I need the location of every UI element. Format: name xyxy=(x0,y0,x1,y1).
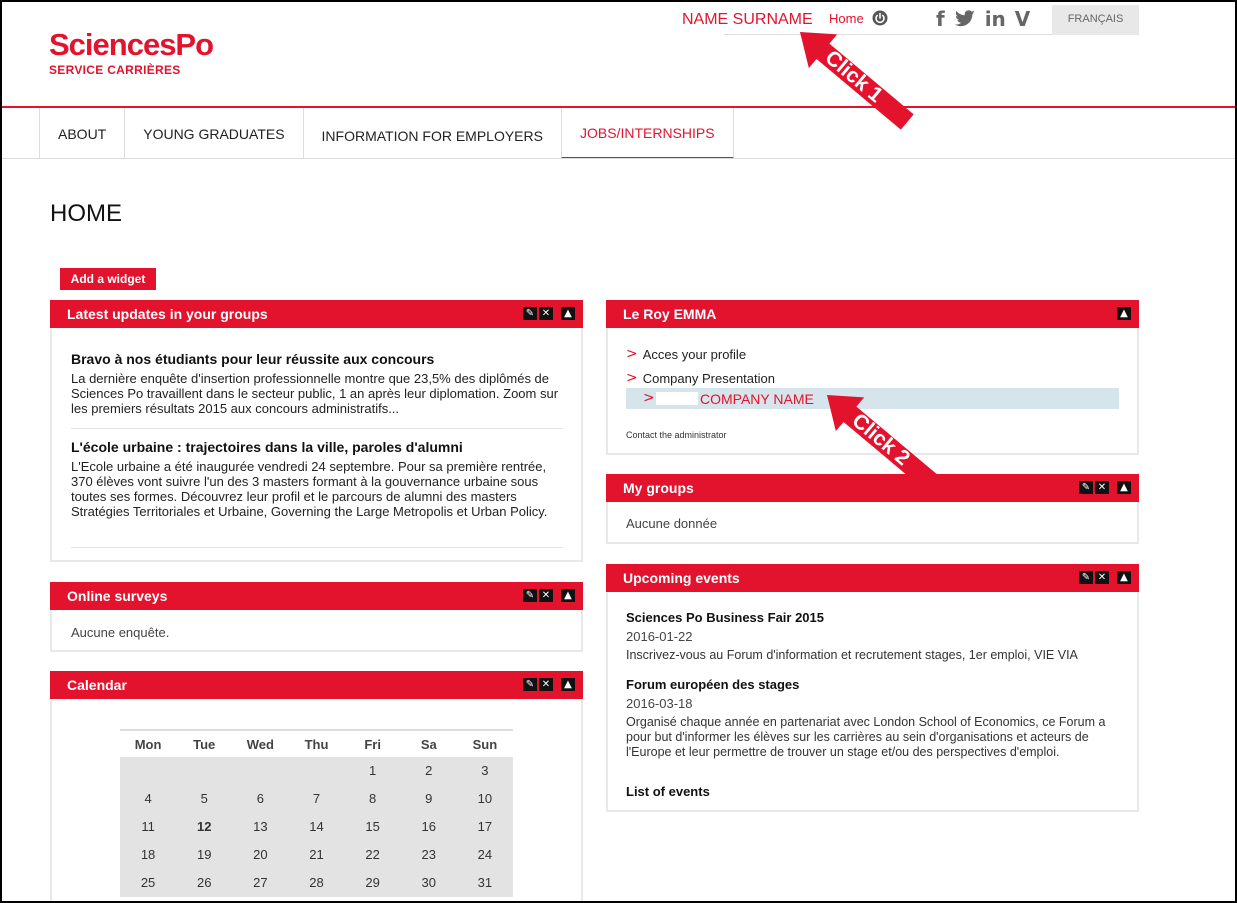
facebook-icon[interactable]: f xyxy=(936,7,945,31)
close-icon[interactable]: ✕ xyxy=(539,678,553,691)
user-name-link[interactable]: NAME SURNAME xyxy=(682,11,813,28)
weekday-label: Tue xyxy=(193,736,216,752)
calendar-day xyxy=(288,757,344,785)
calendar-day[interactable]: 18 xyxy=(140,847,156,862)
widget-header xyxy=(606,564,1139,592)
vimeo-icon[interactable]: V xyxy=(1014,7,1031,31)
collapse-icon[interactable]: ▲ xyxy=(561,678,575,691)
calendar-day[interactable]: 19 xyxy=(196,847,212,862)
widget-tools xyxy=(523,307,575,320)
weekday-label: Mon xyxy=(134,736,162,752)
event-date: 2016-01-22 xyxy=(626,629,693,644)
nav-divider xyxy=(2,158,1237,159)
add-widget-button[interactable]: Add a widget xyxy=(60,268,156,290)
widget-title: My groups xyxy=(623,480,694,496)
empty-message: Aucune enquête. xyxy=(71,625,170,640)
link-label: Acces your profile xyxy=(642,346,747,362)
calendar-day[interactable]: 26 xyxy=(196,875,212,890)
edit-icon[interactable]: ✎ xyxy=(1079,481,1093,494)
widget-header xyxy=(50,300,583,328)
widget-online-surveys xyxy=(50,582,583,652)
collapse-icon[interactable]: ▲ xyxy=(1117,307,1131,320)
calendar-day[interactable]: 5 xyxy=(200,791,208,806)
calendar-day[interactable]: 11 xyxy=(141,819,155,834)
edit-icon[interactable]: ✎ xyxy=(523,678,537,691)
linkedin-icon[interactable]: in xyxy=(984,7,1006,31)
redacted-block xyxy=(656,392,698,405)
calendar-day[interactable]: 21 xyxy=(309,847,324,862)
widget-upcoming-events xyxy=(606,564,1139,812)
close-icon[interactable]: ✕ xyxy=(1095,481,1109,494)
calendar-day[interactable]: 15 xyxy=(365,819,380,834)
access-profile-link[interactable] xyxy=(626,342,775,366)
calendar-day[interactable]: 13 xyxy=(253,819,268,834)
calendar-day xyxy=(120,757,176,785)
widget-header xyxy=(50,671,583,699)
calendar-day[interactable]: 25 xyxy=(140,875,156,890)
profile-links xyxy=(626,342,775,390)
event-description: Inscrivez-vous au Forum d'information et recrutement stages, 1er emploi, VIE VIA xyxy=(626,648,1078,662)
twitter-icon[interactable] xyxy=(954,10,976,28)
language-switch[interactable]: FRANÇAIS xyxy=(1052,5,1139,35)
calendar-day[interactable]: 27 xyxy=(253,875,268,890)
calendar-grid xyxy=(120,729,513,897)
nav-item-about[interactable]: ABOUT xyxy=(39,108,124,159)
collapse-icon[interactable]: ▲ xyxy=(1117,481,1131,494)
close-icon[interactable]: ✕ xyxy=(1095,571,1109,584)
widget-title: Calendar xyxy=(67,677,127,693)
weekday-label: Fri xyxy=(364,736,381,752)
click-1-label: Click 1 xyxy=(820,45,888,108)
chevron-right-icon: > xyxy=(643,390,655,406)
calendar-day[interactable]: 3 xyxy=(481,763,489,778)
calendar-day[interactable]: 10 xyxy=(477,791,493,806)
calendar-day[interactable]: 22 xyxy=(365,847,380,862)
link-label: Company Presentation xyxy=(642,370,775,386)
weekday-label: Thu xyxy=(304,736,329,752)
chevron-right-icon: > xyxy=(626,370,638,386)
widget-calendar xyxy=(50,671,583,903)
calendar-day[interactable]: 8 xyxy=(369,791,377,806)
widget-tools xyxy=(1079,571,1131,584)
widget-title: Latest updates in your groups xyxy=(67,306,268,322)
calendar-day[interactable]: 7 xyxy=(312,791,321,806)
calendar-day[interactable]: 2 xyxy=(425,763,433,778)
widget-header xyxy=(50,582,583,610)
click-2-arrow-annotation xyxy=(819,387,959,502)
widget-title: Upcoming events xyxy=(623,570,740,586)
company-name: COMPANY NAME xyxy=(700,391,814,407)
home-link[interactable]: Home xyxy=(829,11,864,26)
news-divider xyxy=(71,547,563,548)
news-title[interactable]: L'école urbaine : trajectoires dans la ville, paroles d'alumni xyxy=(71,439,463,455)
news-body: L'Ecole urbaine a été inaugurée vendredi 24 septembre. Pour sa première rentrée, 370 élèves vont suivre l'un des 3 masters formant à la gouvernance urbaine sous toutes ses formes. Découvrez leur profil et le parcours de alumni des masters Stratégies Territoriales et Urbaine, Governing the Large Metropolis et Urban Policy. xyxy=(71,459,548,519)
calendar-day[interactable]: 4 xyxy=(144,791,152,806)
calendar-day[interactable]: 14 xyxy=(309,819,324,834)
edit-icon[interactable]: ✎ xyxy=(523,307,537,320)
calendar-day xyxy=(232,757,288,785)
company-presentation-link[interactable] xyxy=(626,366,775,390)
calendar-days xyxy=(120,757,513,897)
calendar-day[interactable]: 28 xyxy=(309,875,324,890)
edit-icon[interactable]: ✎ xyxy=(523,589,537,602)
calendar-day[interactable]: 16 xyxy=(421,819,436,834)
widget-latest-updates xyxy=(50,300,583,562)
logo-title: SciencesPo xyxy=(49,27,214,62)
contact-admin-link[interactable]: Contact the administrator xyxy=(626,430,727,440)
nav-item-young-graduates[interactable]: YOUNG GRADUATES xyxy=(124,108,302,159)
calendar-day[interactable]: 12 xyxy=(196,819,212,834)
weekday-label: Wed xyxy=(246,736,274,752)
nav-item-information-for-employers[interactable]: INFORMATION FOR EMPLOYERS xyxy=(303,108,561,159)
calendar-day[interactable]: 24 xyxy=(477,847,493,862)
list-of-events-link[interactable]: List of events xyxy=(626,784,710,799)
empty-message: Aucune donnée xyxy=(626,516,718,531)
news-title[interactable]: Bravo à nos étudiants pour leur réussite aux concours xyxy=(71,351,435,367)
social-links xyxy=(936,8,1030,30)
calendar-day[interactable]: 29 xyxy=(365,875,380,890)
collapse-icon[interactable]: ▲ xyxy=(561,589,575,602)
calendar-day[interactable]: 9 xyxy=(425,791,433,806)
calendar-day[interactable]: 6 xyxy=(256,791,264,806)
event-title[interactable]: Forum européen des stages xyxy=(626,677,800,692)
news-item xyxy=(71,351,565,416)
widget-title: Le Roy EMMA xyxy=(623,306,717,322)
calendar-day[interactable]: 23 xyxy=(421,847,436,862)
calendar-day[interactable]: 20 xyxy=(253,847,268,862)
calendar-weekdays xyxy=(120,729,513,757)
weekday-label: Sun xyxy=(472,736,498,752)
calendar-day[interactable]: 17 xyxy=(477,819,493,834)
collapse-icon[interactable]: ▲ xyxy=(561,307,575,320)
event-date: 2016-03-18 xyxy=(626,696,693,711)
chevron-right-icon: > xyxy=(626,346,638,362)
sciencespo-logo[interactable] xyxy=(49,28,213,77)
weekday-label: Sa xyxy=(420,736,437,752)
widget-tools xyxy=(523,589,575,602)
collapse-icon[interactable]: ▲ xyxy=(1117,571,1131,584)
news-item xyxy=(71,439,567,519)
calendar-day[interactable]: 31 xyxy=(477,875,493,890)
click-2-label: Click 2 xyxy=(847,408,915,471)
calendar-day[interactable]: 1 xyxy=(369,763,377,778)
main-nav xyxy=(39,108,734,159)
event-title[interactable]: Sciences Po Business Fair 2015 xyxy=(626,610,824,625)
close-icon[interactable]: ✕ xyxy=(539,307,553,320)
click-1-arrow-annotation xyxy=(792,24,922,134)
event-description: Organisé chaque année en partenariat avec London School of Economics, ce Forum a pour but d'informer les élèves sur les carrières au sein d'organisations et acteurs de l'Europe et leur permettre de trouver un stage et/ou des perspectives d'emploi. xyxy=(626,715,1106,759)
calendar-day[interactable]: 30 xyxy=(421,875,436,890)
nav-item-jobs-internships[interactable]: JOBS/INTERNSHIPS xyxy=(561,108,734,159)
event-item xyxy=(626,610,1126,663)
widget-tools xyxy=(1079,481,1131,494)
news-body: La dernière enquête d'insertion professionnelle montre que 23,5% des diplômés de Sciences Po travaillent dans le secteur public, 1 an après leur diplomation. Zoom sur les premiers résultats 2015 aux concours administratifs... xyxy=(71,371,559,416)
close-icon[interactable]: ✕ xyxy=(539,589,553,602)
news-divider xyxy=(71,428,563,429)
widget-tools xyxy=(523,678,575,691)
widget-tools xyxy=(1111,307,1131,320)
event-item xyxy=(626,677,1126,760)
calendar-day xyxy=(176,757,232,785)
edit-icon[interactable]: ✎ xyxy=(1079,571,1093,584)
widget-title: Online surveys xyxy=(67,588,168,604)
page-title: HOME xyxy=(50,200,122,227)
logo-subtitle: SERVICE CARRIÈRES xyxy=(49,63,181,77)
widget-header xyxy=(606,300,1139,328)
